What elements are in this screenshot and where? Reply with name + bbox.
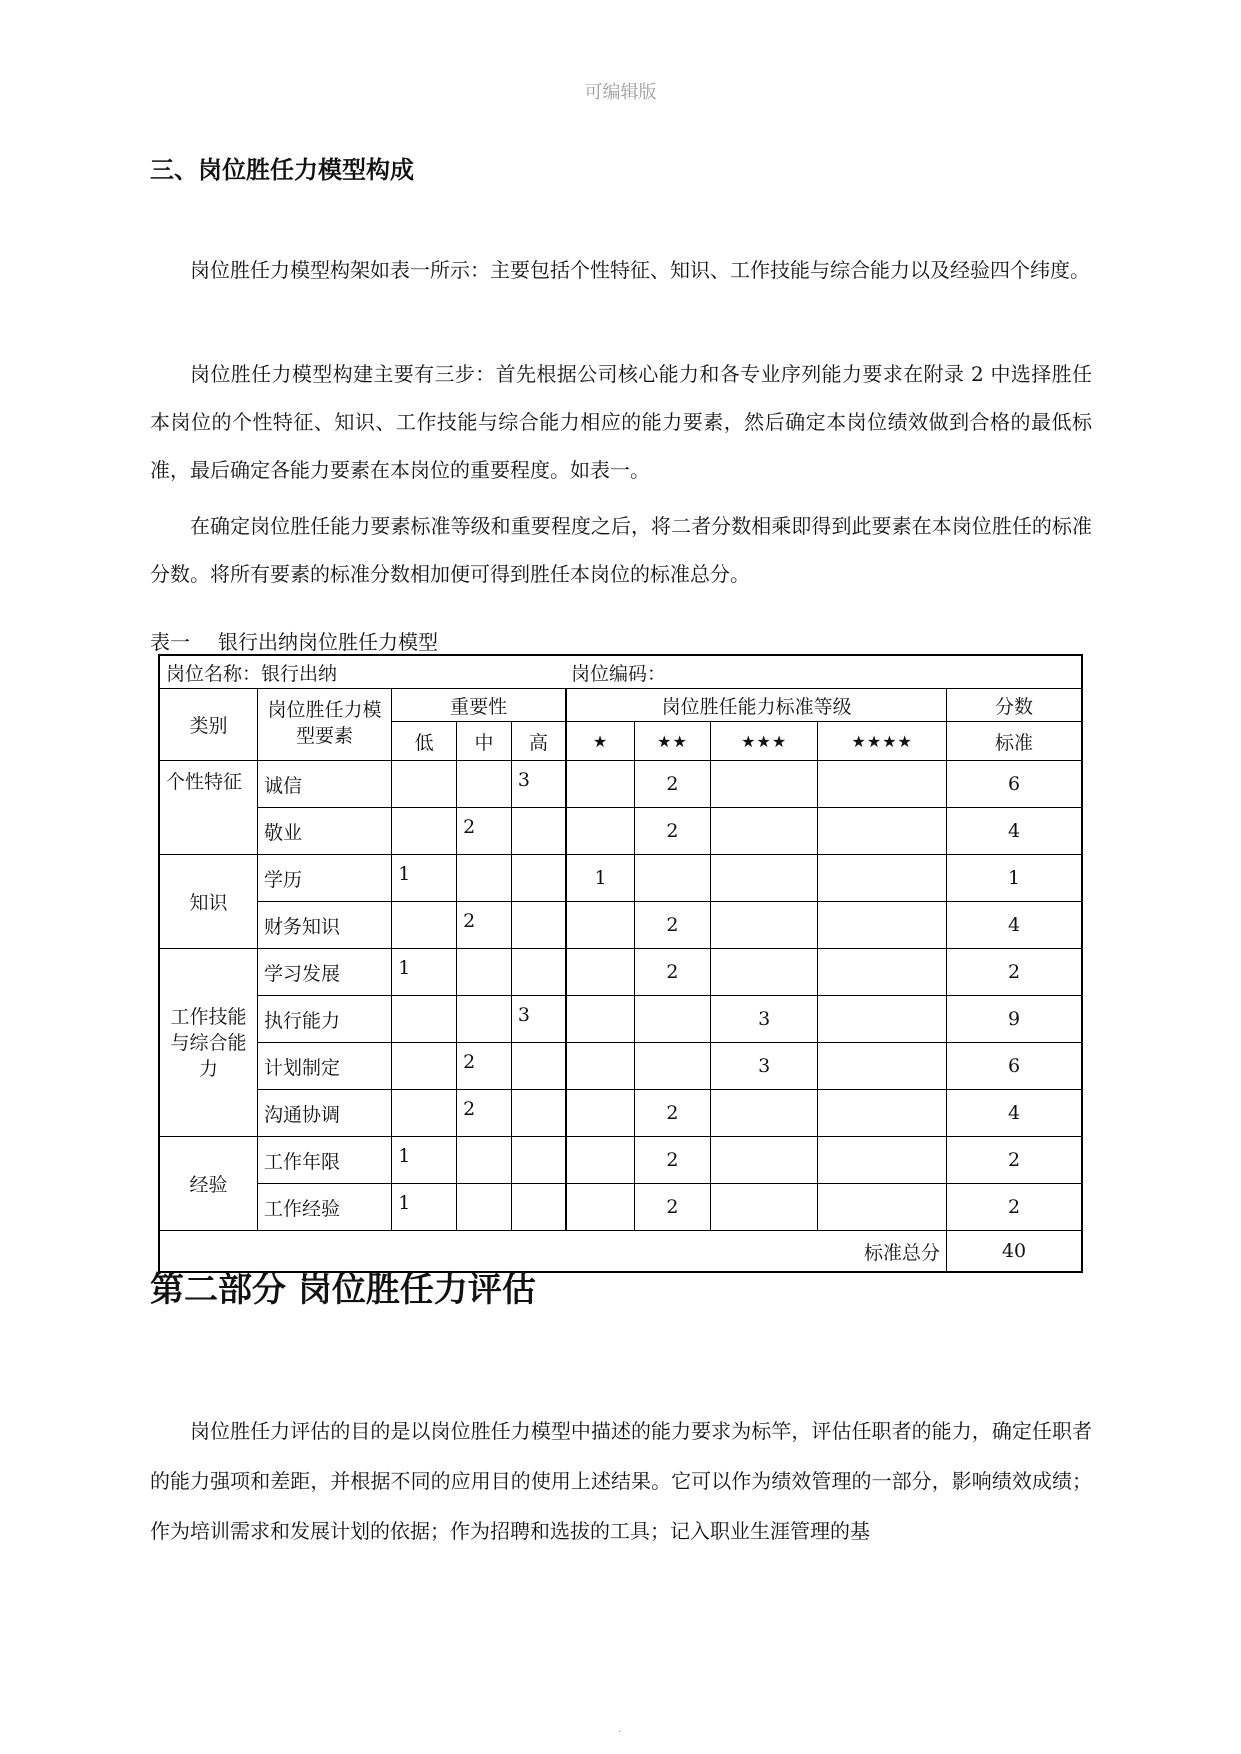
importance-mid-cell	[457, 855, 512, 902]
category-cell: 经验	[159, 1137, 257, 1231]
star-4-cell	[818, 902, 947, 949]
star-1-cell	[566, 1137, 634, 1184]
importance-mid-cell: 2	[457, 808, 512, 855]
header-importance-low: 低	[392, 722, 457, 761]
part-title: 第二部分 岗位胜任力评估	[150, 1270, 536, 1310]
star-3-cell: 3	[710, 996, 817, 1043]
star-2-cell: 2	[634, 1184, 710, 1231]
star-2-cell: 2	[634, 761, 710, 808]
importance-mid-cell	[457, 949, 512, 996]
star-3-cell	[710, 761, 817, 808]
table-caption-label: 表一	[150, 630, 190, 654]
paragraph-1: 岗位胜任力模型构架如表一所示：主要包括个性特征、知识、工作技能与综合能力以及经验四个纬度。	[190, 258, 1090, 282]
paragraph-4: 岗位胜任力评估的目的是以岗位胜任力模型中描述的能力要求为标竿，评估任职者的能力，确定任职者的能力强项和差距，并根据不同的应用目的使用上述结果。它可以作为绩效管理的一部分，影响绩效成绩；作为培训需求和发展计划的依据；作为招聘和选拔的工具；记入职业生涯管理的基	[150, 1419, 1092, 1543]
star-1-cell	[566, 1043, 634, 1090]
table-row	[159, 808, 1082, 855]
importance-low-cell: 1	[392, 1184, 457, 1231]
header-importance: 重要性	[392, 689, 567, 722]
importance-high-cell	[511, 1137, 566, 1184]
star-3-cell	[710, 1137, 817, 1184]
star-2-cell	[634, 855, 710, 902]
importance-high-cell	[511, 1184, 566, 1231]
competency-model-table	[158, 654, 1083, 1273]
star-4-cell	[818, 1137, 947, 1184]
importance-low-cell	[392, 761, 457, 808]
star-2-cell: 2	[634, 1137, 710, 1184]
element-cell: 敬业	[257, 808, 391, 855]
header-category: 类别	[159, 689, 257, 761]
header-score: 分数	[947, 689, 1082, 722]
star-4-cell	[818, 808, 947, 855]
importance-low-cell	[392, 808, 457, 855]
importance-low-cell: 1	[392, 949, 457, 996]
importance-mid-cell: 2	[457, 1090, 512, 1137]
star-3-cell	[710, 855, 817, 902]
score-cell: 4	[947, 808, 1082, 855]
star-2-cell: 2	[634, 808, 710, 855]
table-caption	[150, 626, 438, 655]
header-importance-high: 高	[511, 722, 566, 761]
star-4-cell	[818, 949, 947, 996]
importance-high-cell: 3	[511, 996, 566, 1043]
page-header-mark: 可编辑版	[584, 82, 657, 103]
importance-low-cell	[392, 1043, 457, 1090]
importance-low-cell	[392, 996, 457, 1043]
importance-high-cell	[511, 949, 566, 996]
score-cell: 2	[947, 1137, 1082, 1184]
category-cell: 个性特征	[159, 761, 257, 855]
header-star-1: ★	[566, 722, 634, 761]
star-4-cell	[818, 855, 947, 902]
score-cell: 4	[947, 1090, 1082, 1137]
element-cell: 财务知识	[257, 902, 391, 949]
importance-mid-cell: 2	[457, 902, 512, 949]
header-importance-mid: 中	[457, 722, 512, 761]
star-4-cell	[818, 1184, 947, 1231]
table-row	[159, 1090, 1082, 1137]
header-star-2: ★★	[634, 722, 710, 761]
total-value: 40	[947, 1231, 1082, 1273]
position-name: 岗位名称：银行出纳	[166, 662, 338, 685]
importance-low-cell: 1	[392, 855, 457, 902]
element-cell: 诚信	[257, 761, 391, 808]
section-title: 三、岗位胜任力模型构成	[150, 156, 414, 184]
importance-high-cell	[511, 902, 566, 949]
table-row	[159, 1184, 1082, 1231]
header-score-standard: 标准	[947, 722, 1082, 761]
star-4-cell	[818, 996, 947, 1043]
importance-high-cell	[511, 855, 566, 902]
header-element: 岗位胜任力模型要素	[257, 689, 391, 761]
star-2-cell: 2	[634, 949, 710, 996]
score-cell: 9	[947, 996, 1082, 1043]
total-label: 标准总分	[159, 1231, 947, 1273]
element-cell: 沟通协调	[257, 1090, 391, 1137]
importance-high-cell	[511, 808, 566, 855]
star-3-cell: 3	[710, 1043, 817, 1090]
star-1-cell	[566, 808, 634, 855]
star-1-cell: 1	[566, 855, 634, 902]
table-row	[159, 902, 1082, 949]
header-star-4: ★★★★	[818, 722, 947, 761]
importance-high-cell: 3	[511, 761, 566, 808]
element-cell: 学习发展	[257, 949, 391, 996]
category-cell: 知识	[159, 855, 257, 949]
paragraph-2: 岗位胜任力模型构建主要有三步：首先根据公司核心能力和各专业序列能力要求在附录 2 中选择胜任本岗位的个性特征、知识、工作技能与综合能力相应的能力要素，然后确定本岗位绩效做到合格的最低标准，最后确定各能力要素在本岗位的重要程度。如表一。	[150, 362, 1092, 482]
star-4-cell	[818, 1043, 947, 1090]
importance-mid-cell	[457, 1184, 512, 1231]
page-footer-mark: .	[618, 1724, 622, 1735]
category-cell: 工作技能与综合能力	[159, 949, 257, 1137]
star-1-cell	[566, 949, 634, 996]
star-3-cell	[710, 808, 817, 855]
score-cell: 6	[947, 761, 1082, 808]
table-row	[159, 996, 1082, 1043]
star-2-cell	[634, 1043, 710, 1090]
score-cell: 4	[947, 902, 1082, 949]
element-cell: 工作年限	[257, 1137, 391, 1184]
importance-low-cell	[392, 1090, 457, 1137]
paragraph-3: 在确定岗位胜任能力要素标准等级和重要程度之后，将二者分数相乘即得到此要素在本岗位胜任的标准分数。将所有要素的标准分数相加便可得到胜任本岗位的标准总分。	[150, 514, 1092, 586]
table-row	[159, 1043, 1082, 1090]
star-1-cell	[566, 996, 634, 1043]
star-3-cell	[710, 949, 817, 996]
star-1-cell	[566, 1184, 634, 1231]
score-cell: 2	[947, 949, 1082, 996]
score-cell: 1	[947, 855, 1082, 902]
element-cell: 工作经验	[257, 1184, 391, 1231]
star-2-cell: 2	[634, 902, 710, 949]
score-cell: 6	[947, 1043, 1082, 1090]
star-2-cell: 2	[634, 1090, 710, 1137]
star-1-cell	[566, 902, 634, 949]
importance-low-cell	[392, 902, 457, 949]
star-1-cell	[566, 761, 634, 808]
element-cell: 执行能力	[257, 996, 391, 1043]
star-2-cell	[634, 996, 710, 1043]
header-star-3: ★★★	[710, 722, 817, 761]
table-row	[159, 855, 1082, 902]
star-3-cell	[710, 1184, 817, 1231]
importance-high-cell	[511, 1043, 566, 1090]
star-3-cell	[710, 1090, 817, 1137]
importance-mid-cell: 2	[457, 1043, 512, 1090]
position-info-row	[159, 655, 1082, 689]
star-3-cell	[710, 902, 817, 949]
element-cell: 计划制定	[257, 1043, 391, 1090]
table-caption-title: 银行出纳岗位胜任力模型	[218, 630, 438, 654]
star-4-cell	[818, 1090, 947, 1137]
star-1-cell	[566, 1090, 634, 1137]
importance-mid-cell	[457, 761, 512, 808]
score-cell: 2	[947, 1184, 1082, 1231]
importance-high-cell	[511, 1090, 566, 1137]
importance-mid-cell	[457, 996, 512, 1043]
importance-mid-cell	[457, 1137, 512, 1184]
table-row	[159, 949, 1082, 996]
table-row	[159, 1137, 1082, 1184]
star-4-cell	[818, 761, 947, 808]
importance-low-cell: 1	[392, 1137, 457, 1184]
table-row	[159, 761, 1082, 808]
header-standard-level: 岗位胜任能力标准等级	[566, 689, 946, 722]
element-cell: 学历	[257, 855, 391, 902]
position-code: 岗位编码：	[571, 662, 667, 685]
